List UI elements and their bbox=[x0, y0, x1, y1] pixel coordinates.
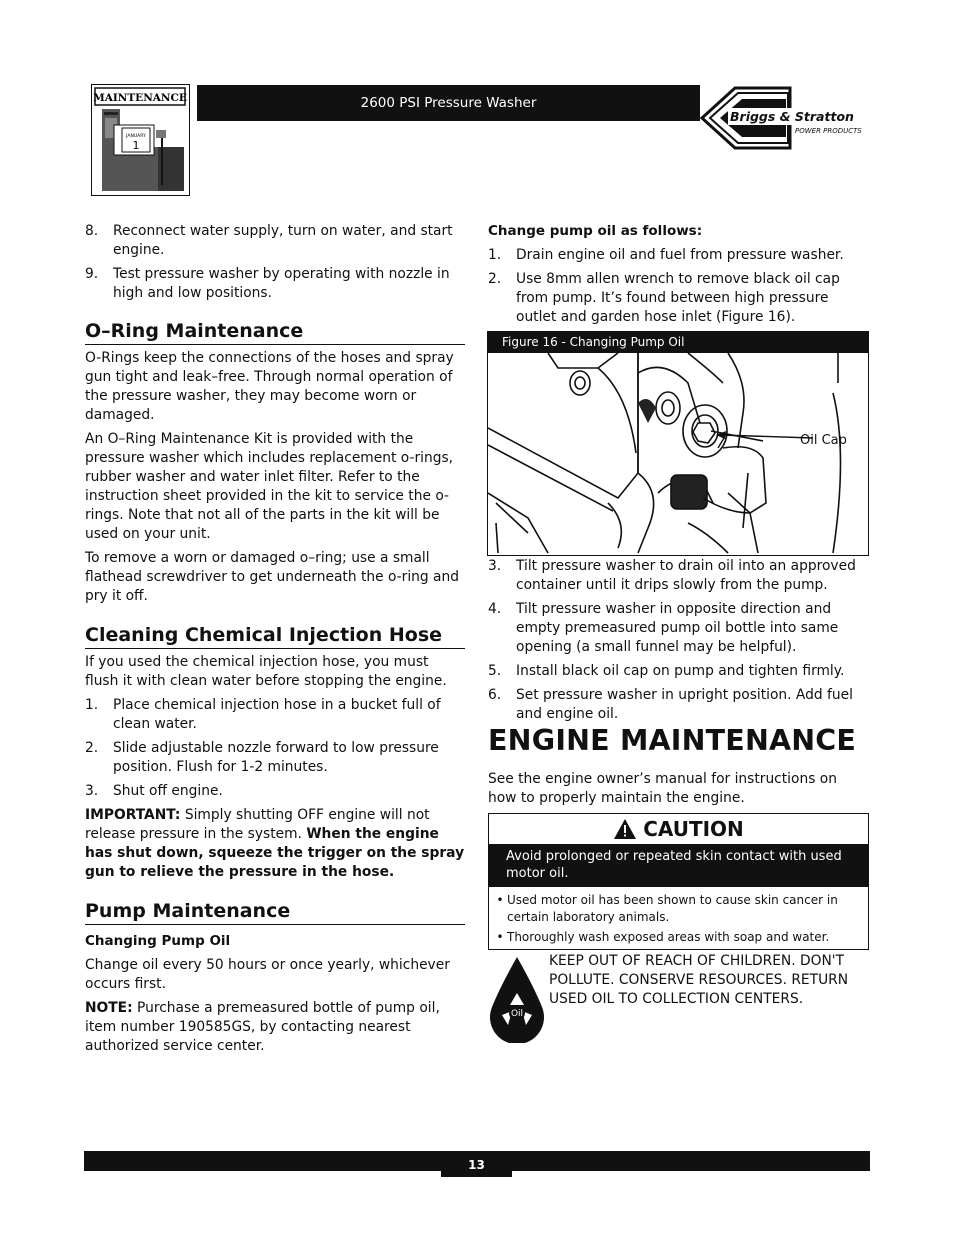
oring-paragraph-1: O-Rings keep the connections of the hoses and spray gun tight and leak–free. Through normal operation of the pressure washer, they may become worn or damaged. bbox=[85, 350, 454, 423]
step-text: Install black oil cap on pump and tighten firmly. bbox=[516, 663, 845, 679]
figure-16 bbox=[487, 331, 869, 556]
step-number: 8. bbox=[85, 223, 99, 239]
step-text: Use 8mm allen wrench to remove black oil cap from pump. It’s found between high pressure outlet and garden hose inlet (Figure 16). bbox=[516, 271, 840, 325]
right-column-steps bbox=[488, 557, 869, 729]
maintenance-section-icon bbox=[91, 84, 190, 196]
oring-paragraph-2: An O–Ring Maintenance Kit is provided with the pressure washer which includes replacement o-rings, rubber washer and water inlet filter. Refer to the instruction sheet provided in the kit to service the o-rings. Note that not all of the parts in the kit will be used on your unit. bbox=[85, 431, 454, 542]
brand-name: Briggs & Stratton bbox=[730, 109, 854, 124]
step-number: 2. bbox=[488, 271, 502, 287]
pump-heading: Pump Maintenance bbox=[85, 899, 465, 925]
step-text: Tilt pressure washer to drain oil into an approved container until it drips slowly from the pump. bbox=[516, 558, 856, 593]
pump-illustration bbox=[488, 353, 867, 554]
page-number: 13 bbox=[441, 1153, 512, 1177]
pump-oil-interval: Change oil every 50 hours or once yearly, whichever occurs first. bbox=[85, 957, 450, 992]
step-text: Tilt pressure washer in opposite direction and empty premeasured pump oil bottle into same opening (a small funnel may be helpful). bbox=[516, 601, 839, 655]
figure-title: Figure 16 - Changing Pump Oil bbox=[488, 332, 868, 353]
brand-subtitle: POWER PRODUCTS bbox=[795, 127, 862, 135]
caution-title: CAUTION bbox=[643, 817, 744, 841]
step-8 bbox=[85, 222, 465, 260]
step-text: Test pressure washer by operating with nozzle in high and low positions. bbox=[113, 266, 450, 301]
pump-step-1 bbox=[488, 246, 869, 265]
document-title: 2600 PSI Pressure Washer bbox=[360, 95, 537, 111]
changing-pump-oil-subheading: Changing Pump Oil bbox=[85, 933, 231, 949]
engine-maintenance-paragraph: See the engine owner’s manual for instructions on how to properly maintain the engine. bbox=[488, 771, 837, 806]
pump-step-3 bbox=[488, 557, 869, 595]
step-number: 1. bbox=[488, 247, 502, 263]
step-text: Reconnect water supply, turn on water, and start engine. bbox=[113, 223, 453, 258]
step-9 bbox=[85, 265, 465, 303]
engine-maintenance-text bbox=[488, 770, 869, 813]
step-number: 9. bbox=[85, 266, 99, 282]
caution-header bbox=[489, 814, 868, 844]
step-number: 1. bbox=[85, 697, 99, 713]
chem-step-1 bbox=[85, 696, 465, 734]
pump-step-5 bbox=[488, 662, 869, 681]
caution-bullet: • Used motor oil has been shown to cause skin cancer in certain laboratory animals. bbox=[493, 892, 858, 926]
step-number: 2. bbox=[85, 740, 99, 756]
note-text: Purchase a premeasured bottle of pump oil, item number 190585GS, by contacting nearest authorized service center. bbox=[85, 1000, 440, 1054]
important-text: Simply shutting OFF engine will not release pressure in the system. bbox=[85, 807, 430, 842]
oil-recycle-icon bbox=[488, 955, 546, 1043]
recycle-text: KEEP OUT OF REACH OF CHILDREN. DON'T POLLUTE. CONSERVE RESOURCES. RETURN USED OIL TO COLLECTION CENTERS. bbox=[549, 953, 849, 1007]
right-column-top bbox=[488, 222, 869, 332]
chem-step-3 bbox=[85, 782, 465, 801]
caution-bullet-text: Thoroughly wash exposed areas with soap and water. bbox=[507, 930, 830, 944]
step-number: 6. bbox=[488, 687, 502, 703]
caution-box bbox=[488, 813, 869, 950]
caution-bullet: • Thoroughly wash exposed areas with soap and water. bbox=[496, 930, 830, 944]
step-number: 4. bbox=[488, 601, 502, 617]
oil-label: Oil bbox=[510, 1009, 524, 1019]
calendar-day: 1 bbox=[132, 139, 140, 152]
note-label: NOTE: bbox=[85, 1000, 133, 1016]
oring-heading: O–Ring Maintenance bbox=[85, 319, 465, 345]
calendar-month: JANUARY bbox=[126, 134, 146, 139]
briggs-stratton-logo bbox=[700, 84, 870, 154]
warning-triangle-icon bbox=[613, 818, 637, 840]
left-column bbox=[85, 222, 465, 1061]
step-text: Shut off engine. bbox=[113, 783, 223, 799]
step-text: Set pressure washer in upright position. Add fuel and engine oil. bbox=[516, 687, 853, 722]
step-text: Drain engine oil and fuel from pressure washer. bbox=[516, 247, 844, 263]
pump-step-2 bbox=[488, 270, 869, 327]
maintenance-label: MAINTENANCE bbox=[93, 92, 187, 104]
chemical-hose-heading: Cleaning Chemical Injection Hose bbox=[85, 623, 465, 649]
pump-step-4 bbox=[488, 600, 869, 657]
pump-note bbox=[85, 999, 465, 1056]
step-number: 3. bbox=[85, 783, 99, 799]
change-pump-oil-heading: Change pump oil as follows: bbox=[488, 223, 703, 239]
step-number: 3. bbox=[488, 558, 502, 574]
engine-maintenance-heading: ENGINE MAINTENANCE bbox=[488, 724, 857, 757]
chem-step-2 bbox=[85, 739, 465, 777]
caution-warning: Avoid prolonged or repeated skin contact with used motor oil. bbox=[489, 844, 868, 887]
important-label: IMPORTANT: bbox=[85, 807, 181, 823]
pump-step-6 bbox=[488, 686, 869, 724]
step-text: Place chemical injection hose in a bucket full of clean water. bbox=[113, 697, 441, 732]
header-bar bbox=[197, 85, 700, 121]
oil-cap-callout: Oil Cap bbox=[800, 433, 847, 448]
oring-paragraph-3: To remove a worn or damaged o–ring; use a small flathead screwdriver to get underneath the o-ring and pry it off. bbox=[85, 550, 459, 604]
step-text: Slide adjustable nozzle forward to low pressure position. Flush for 1-2 minutes. bbox=[113, 740, 439, 775]
caution-list bbox=[489, 887, 868, 946]
caution-bullet-text: Used motor oil has been shown to cause skin cancer in certain laboratory animals. bbox=[507, 893, 838, 924]
step-number: 5. bbox=[488, 663, 502, 679]
important-note bbox=[85, 806, 465, 882]
important-bold-text: When the engine has shut down, squeeze the trigger on the spray gun to relieve the pressure in the hose. bbox=[85, 826, 465, 880]
recycle-notice bbox=[549, 952, 869, 1014]
chemical-hose-intro: If you used the chemical injection hose, you must flush it with clean water before stopping the engine. bbox=[85, 654, 447, 689]
